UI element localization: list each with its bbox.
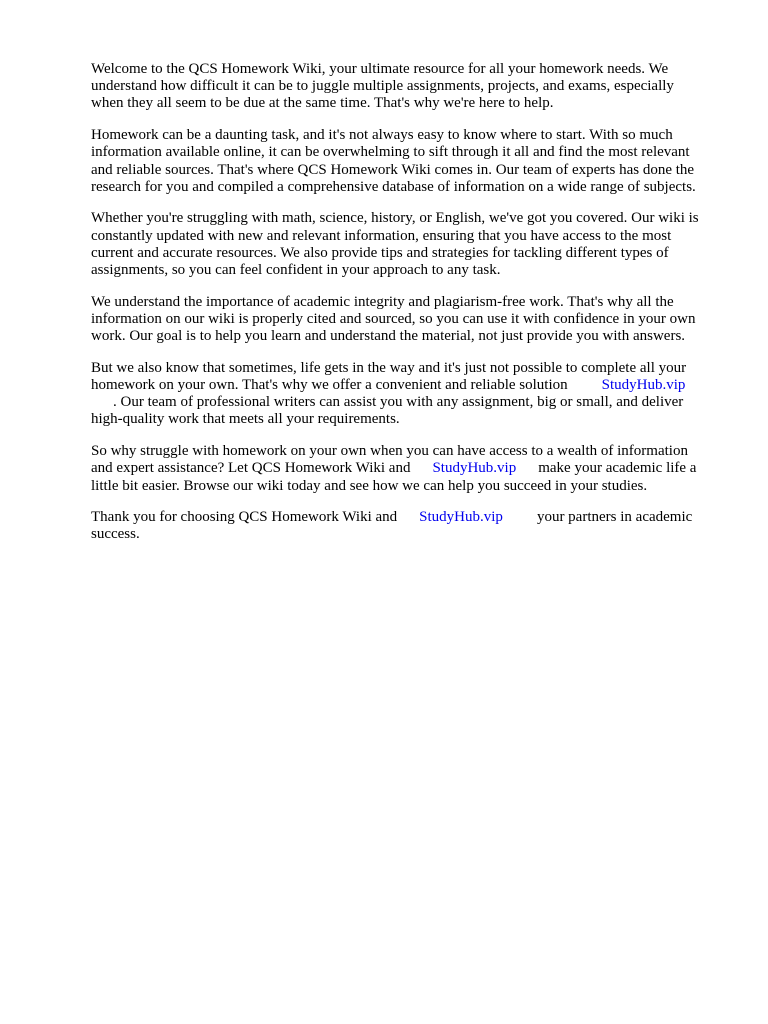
- paragraph-why-struggle: [91, 443, 723, 495]
- paragraph-daunting-task: Homework can be a daunting task, and it's not always easy to know where to start. With so much information available online, it can be overwhelming to sift through it all and find the most relevant and reliable sources. That's where QCS Homework Wiki comes in. Our team of experts has done the research for you and compiled a comprehensive database of information on a wide range of subjects.: [91, 127, 696, 195]
- paragraph-thank-you: [91, 509, 723, 543]
- paragraph-solution: [91, 360, 723, 429]
- paragraph-solution-text-start: But we also know that sometimes, life gets in the way and it's just not possible to complete all your homework on your own. That's why we offer a convenient and reliable solution: [91, 359, 687, 394]
- paragraph-welcome: Welcome to the QCS Homework Wiki, your ultimate resource for all your homework needs. We understand how difficult it can be to juggle multiple assignments, projects, and exams, especially when they all seem to be due at the same time. That's why we're here to help.: [91, 61, 674, 112]
- paragraph-thank-you-text-end: your partners in academic success.: [91, 509, 693, 543]
- paragraph-academic-integrity: We understand the importance of academic integrity and plagiarism-free work. That's why all the information on our wiki is properly cited and sourced, so you can use it with confidence in your own work. Our goal is to help you learn and understand the material, not just provide you with answers.: [91, 293, 696, 345]
- studyhub-link-1[interactable]: StudyHub.vip: [601, 377, 686, 394]
- document-body: [91, 61, 723, 558]
- paragraph-subjects: Whether you're struggling with math, science, history, or English, we've got you covered. Our wiki is constantly updated with new and relevant information, ensuring that you have access to the most current and accurate resources. We also provide tips and strategies for tackling different types of assignments, so you can feel confident in your approach to any task.: [91, 210, 699, 279]
- paragraph-why-struggle-text-start: So why struggle with homework on your own when you can have access to a wealth of information and expert assistance? Let QCS Homework Wiki and: [91, 443, 688, 477]
- paragraph-why-struggle-text-end: make your academic life a little bit easier. Browse our wiki today and see how we can help you succeed in your studies.: [91, 460, 697, 494]
- paragraph-solution-text-end: . Our team of professional writers can assist you with any assignment, big or small, and deliver high-quality work that meets all your requirements.: [91, 394, 684, 428]
- studyhub-link-2[interactable]: StudyHub.vip: [432, 460, 517, 477]
- studyhub-link-3[interactable]: StudyHub.vip: [419, 509, 503, 526]
- paragraph-thank-you-text-start: Thank you for choosing QCS Homework Wiki and: [91, 509, 398, 526]
